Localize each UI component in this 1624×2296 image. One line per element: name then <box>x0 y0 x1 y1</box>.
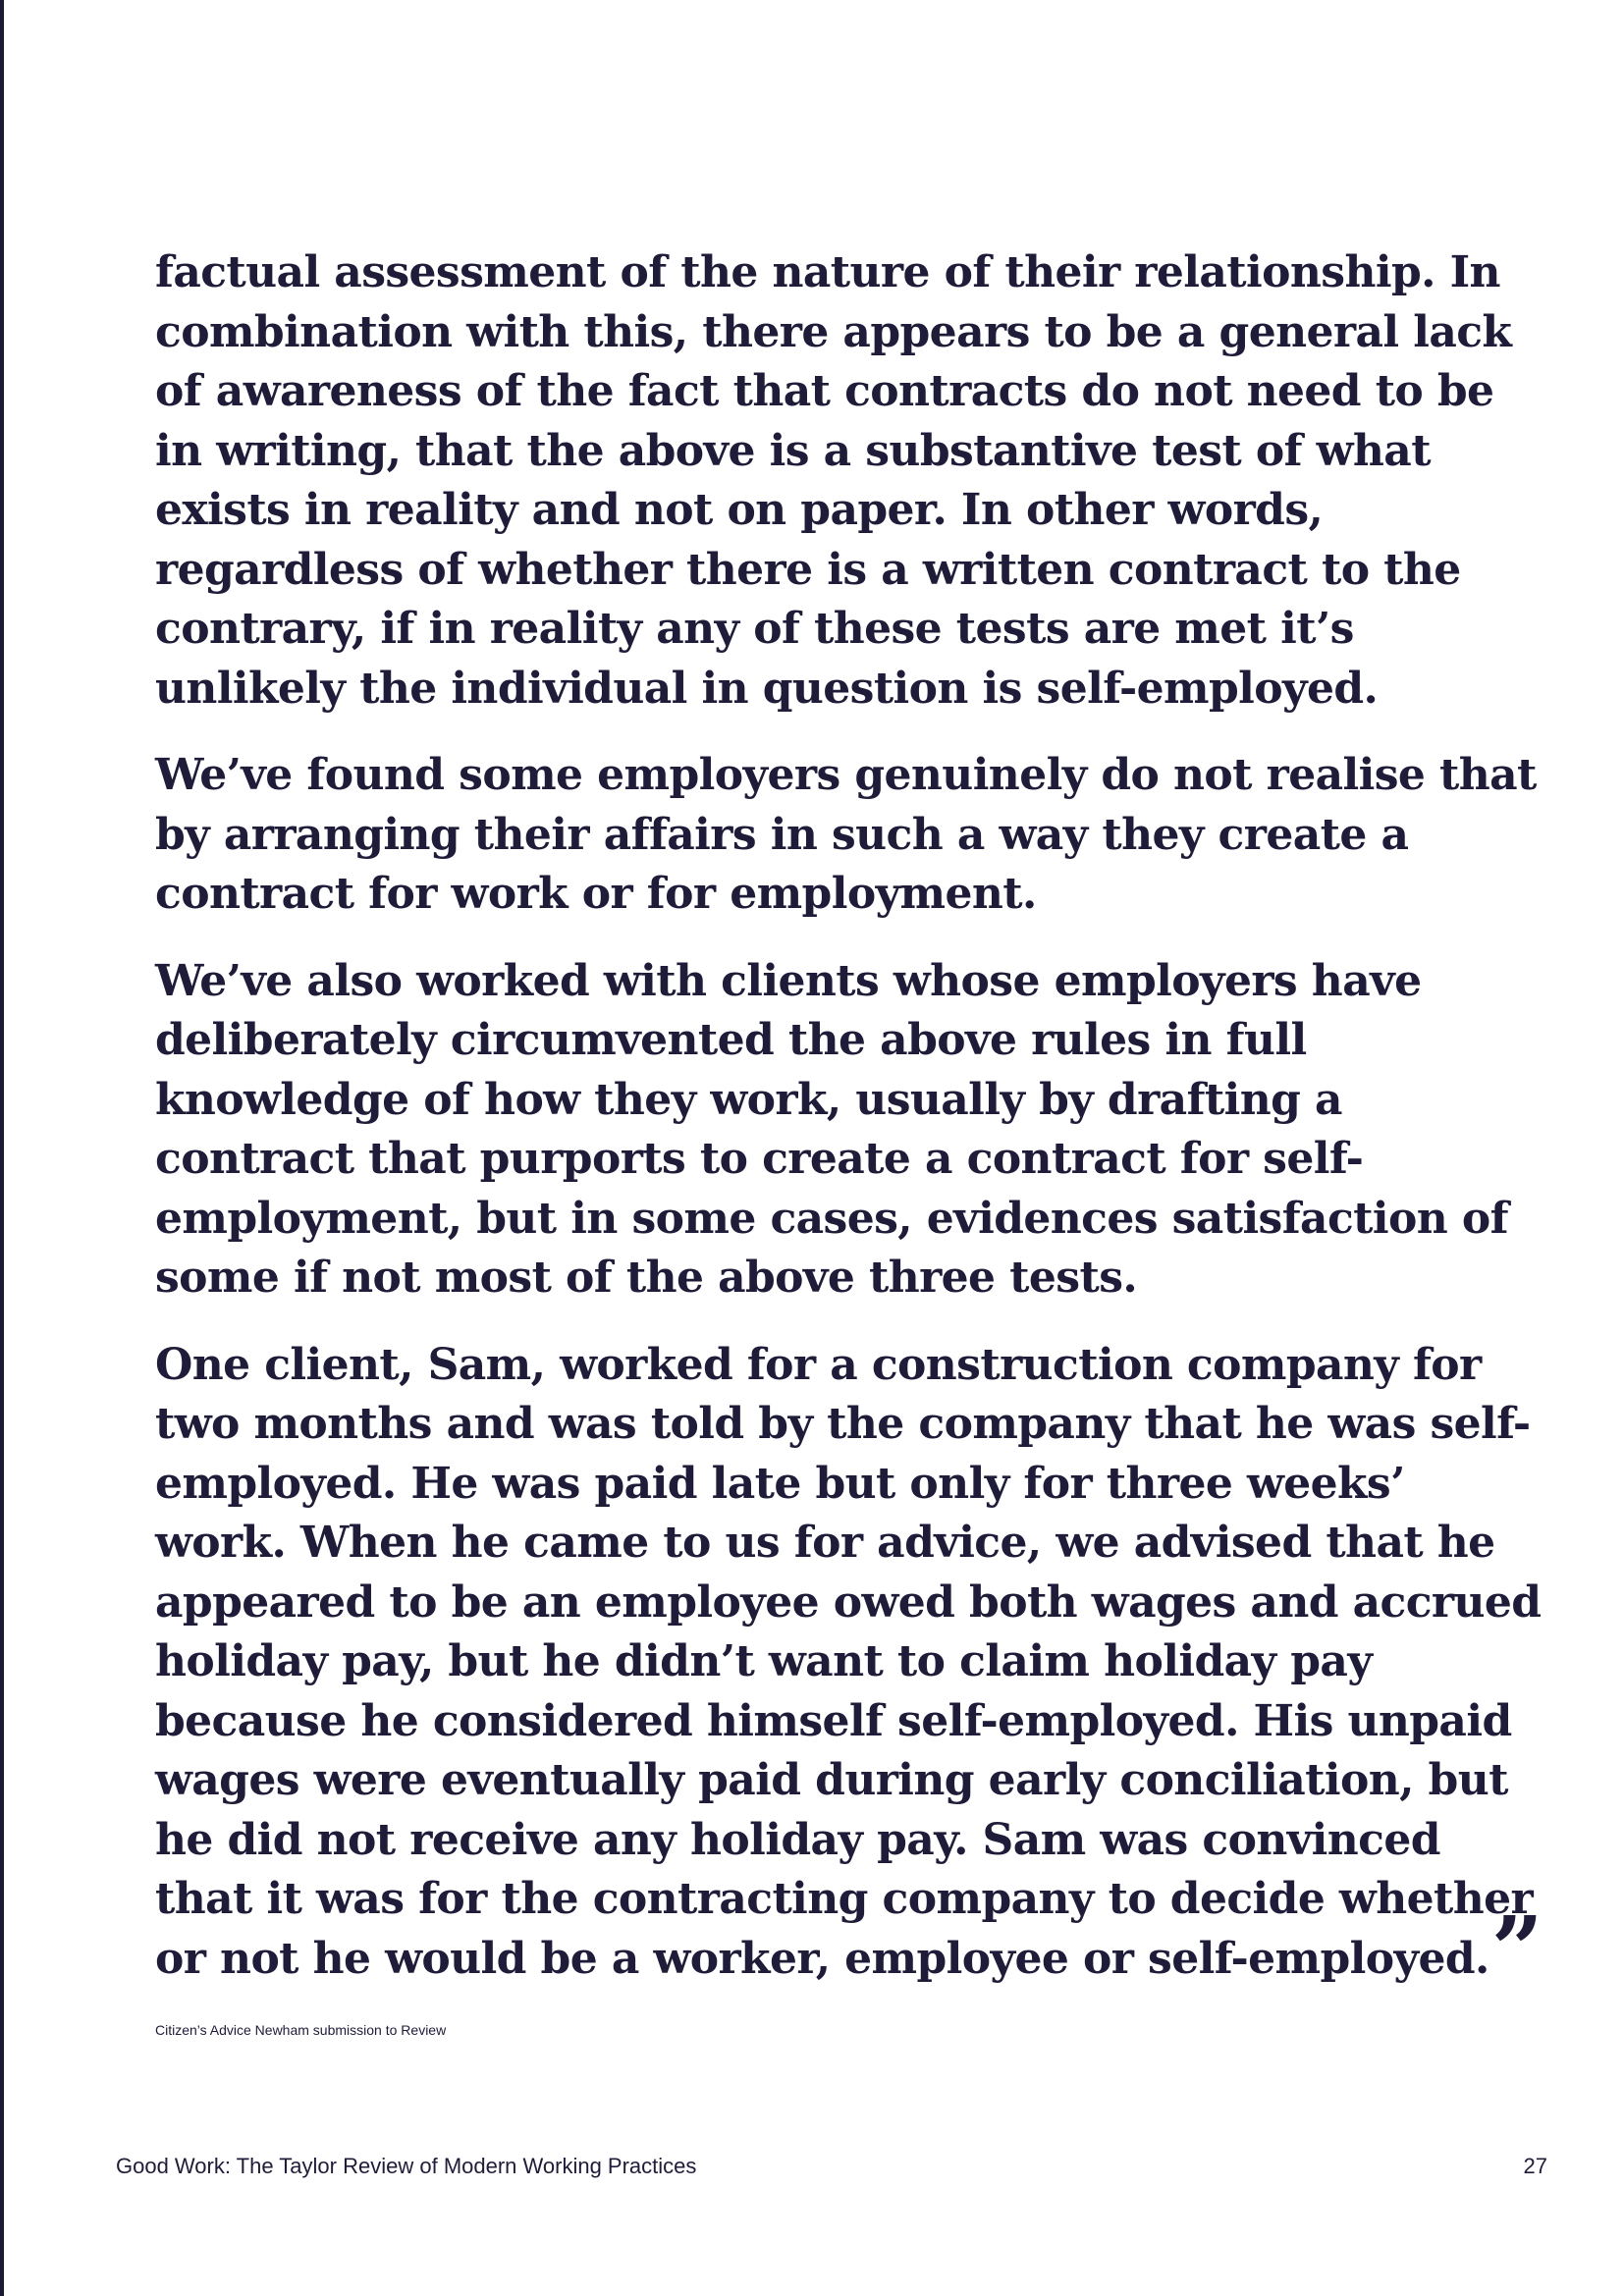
quote-paragraph-4 <box>155 1336 1549 2002</box>
quote-paragraph-3: We’ve also worked with clients whose employers have deliberately circumvented the above rules in full knowledge of how they work, usually by drafting a contract that purports to create a contract for self-employment, but in some cases, evidences satisfaction of some if not most of the above three tests. <box>155 955 1508 1303</box>
page-number: 27 <box>1523 2154 1547 2178</box>
quote-body <box>155 243 1549 2002</box>
quote-paragraph-1: factual assessment of the nature of their relationship. In combination with this, there appears to be a general lack of awareness of the fact that contracts do not need to be in writing, that the above is a substantive test of what exists in reality and not on paper. In other words, regardless of whether there is a written contract to the contrary, if in reality any of these tests are met it’s unlikely the individual in question is self-employed. <box>155 247 1512 714</box>
footer-title: Good Work: The Taylor Review of Modern Working Practices <box>116 2154 697 2178</box>
quote-attribution: Citizen’s Advice Newham submission to Review <box>155 2022 447 2038</box>
left-edge-rule <box>0 0 4 2296</box>
quote-paragraph-2: We’ve found some employers genuinely do not realise that by arranging their affairs in such a way they create a contract for work or for employment. <box>155 750 1537 919</box>
closing-quote-mark-icon: ” <box>1490 1896 1538 2002</box>
quote-paragraph-4-text: One client, Sam, worked for a construction company for two months and was told by the company that he was self-employed. He was paid late but only for three weeks’ work. When he came to us for advice, we advised that he appeared to be an employee owed both wages and accrued holiday pay, but he didn’t want to claim holiday pay because he considered himself self-employed. His unpaid wages were eventually paid during early conciliation, but he did not receive any holiday pay. Sam was convinced that it was for the contracting company to decide whether or not he would be a worker, employee or self-employed. <box>155 1339 1542 1984</box>
